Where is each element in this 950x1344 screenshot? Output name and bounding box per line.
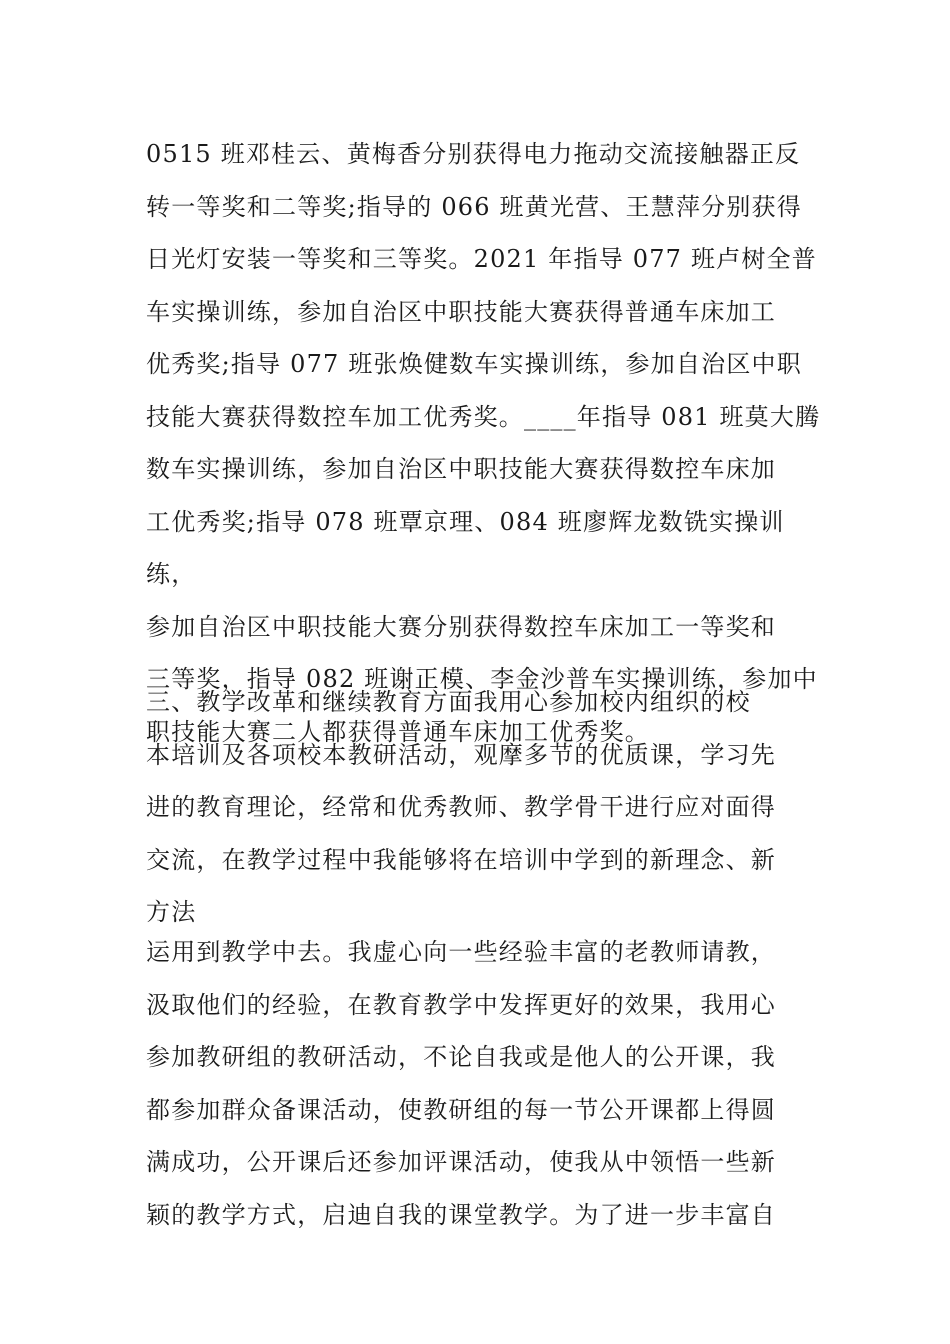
paragraph-apply-teaching: 运用到教学中去。我虚心向一些经验丰富的老教师请教， 汲取他们的经验，在教育教学中发挥更好的效果，我用心 参加教研组的教研活动，不论自我或是他人的公开课，我 都参加群众备课活动，使教研组的每一节公开课都上得圆 满成功，公开课后还参加评课活动，使我从中领悟一些新 颖的教学方式，启迪自我的课堂教学。为了进一步丰富自 — [146, 938, 776, 1229]
paragraph-awards: 0515 班邓桂云、黄梅香分别获得电力拖动交流接触器正反 转一等奖和二等奖;指导的 066 班黄光营、王慧萍分别获得 日光灯安装一等奖和三等奖。2021 年指导 077 班卢树全普 车实操训练，参加自治区中职技能大赛获得普通车床加工 优秀奖;指导 077 班张焕健数车实操训练，参加自治区中职 技能大赛获得数控车加工优秀奖。____年指导 081 班莫大腾 数车实操训练，参加自治区中职技能大赛获得数控车床加 工优秀奖;指导 078 班覃京理、084 班廖辉龙数铣实操训练， 参加自治区中职技能大赛分别获得数控车床加工一等奖和 三等奖，指导 082 班谢正模、李金沙普车实操训练，参加中 职技能大赛二人都获得普通车床加工优秀奖。 — [146, 140, 821, 746]
paragraph-teaching-reform: 三、教学改革和继续教育方面我用心参加校内组织的校 本培训及各项校本教研活动，观摩多节的优质课，学习先 进的教育理论，经常和优秀教师、教学骨干进行应对面得 交流，在教学过程中我能够将在培训中学到的新理念、新 方法 — [146, 688, 776, 926]
